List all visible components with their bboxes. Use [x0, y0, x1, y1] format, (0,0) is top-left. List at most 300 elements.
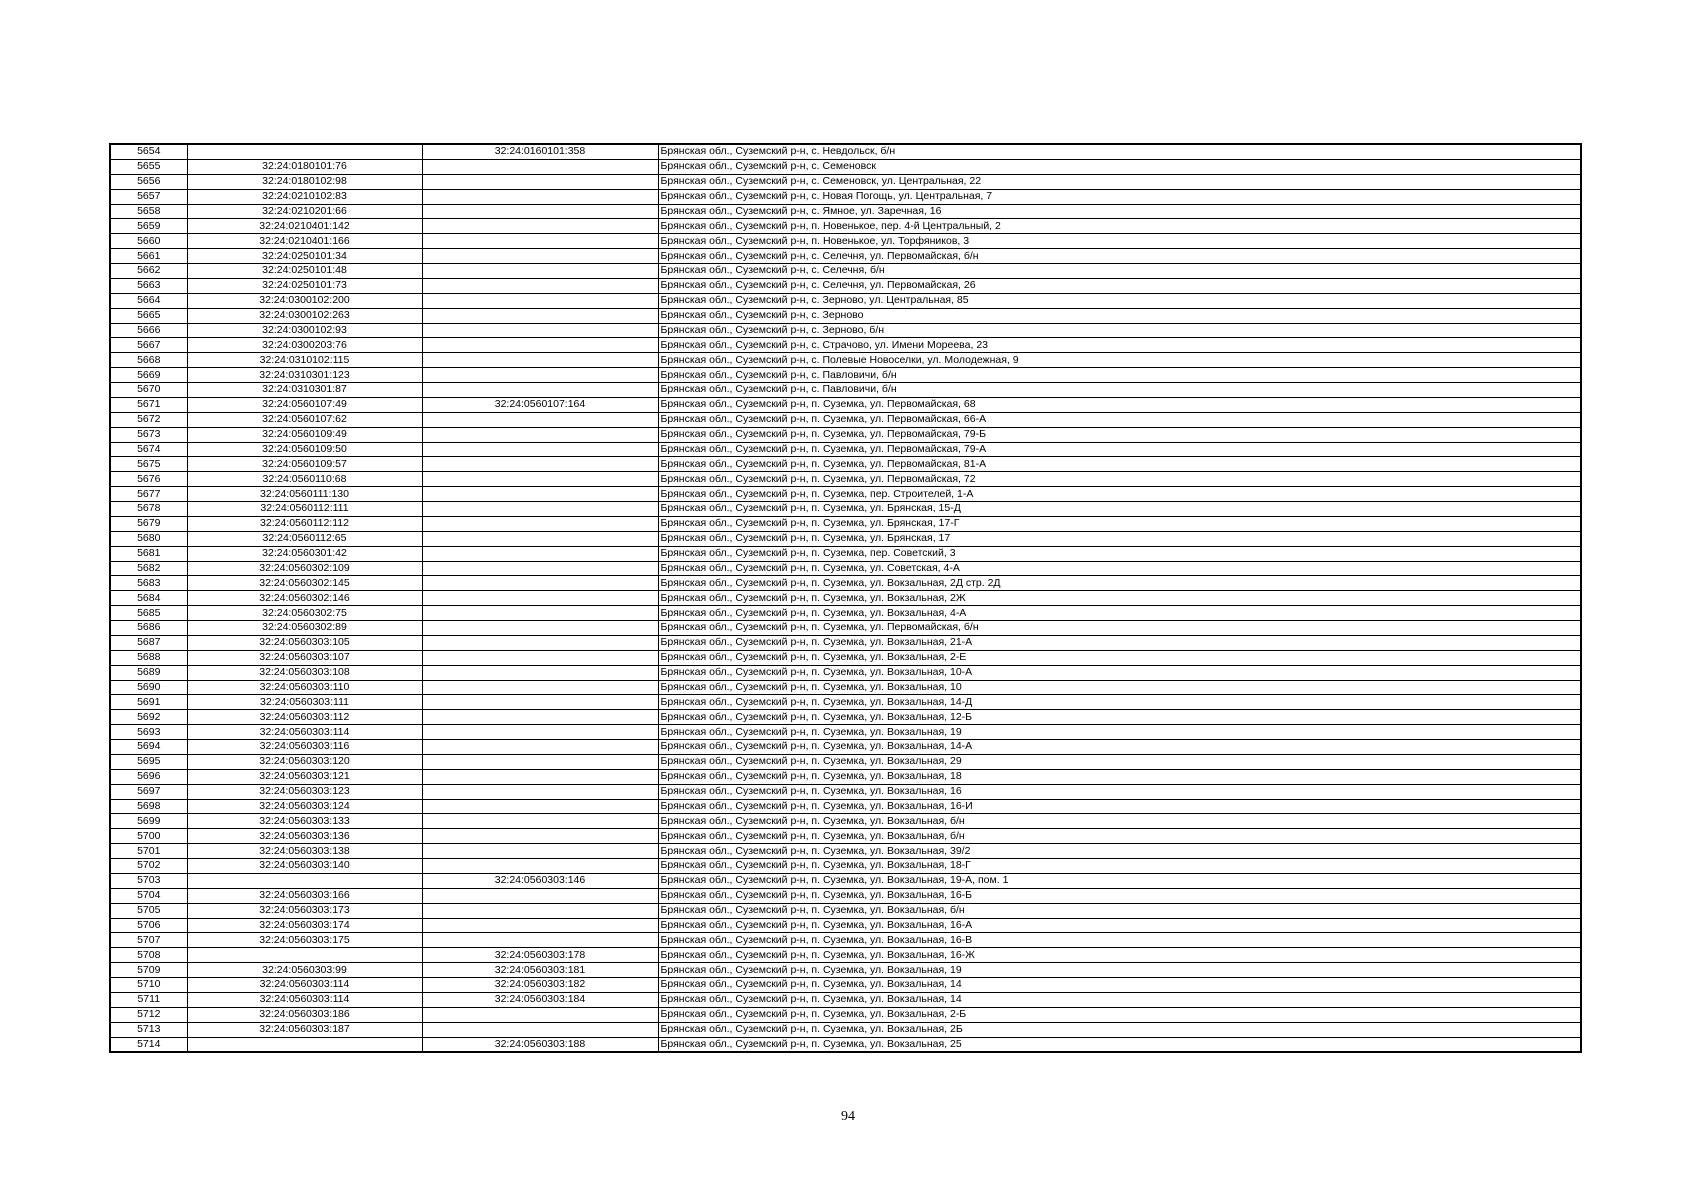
- land-cadastral-number-cell: 32:24:0560303:114: [187, 725, 422, 740]
- building-cadastral-number-cell: [422, 219, 658, 234]
- land-cadastral-number-cell: 32:24:0560303:120: [187, 754, 422, 769]
- page-number: 94: [841, 1109, 855, 1124]
- row-number-cell: 5695: [110, 754, 187, 769]
- building-cadastral-number-cell: [422, 576, 658, 591]
- row-number-cell: 5704: [110, 888, 187, 903]
- land-cadastral-number-cell: 32:24:0210401:142: [187, 219, 422, 234]
- address-cell: Брянская обл., Суземский р-н, п. Новенькое, ул. Торфяников, 3: [658, 234, 1581, 249]
- land-cadastral-number-cell: 32:24:0560111:130: [187, 487, 422, 502]
- building-cadastral-number-cell: 32:24:0560303:146: [422, 873, 658, 888]
- address-cell: Брянская обл., Суземский р-н, п. Суземка, ул. Вокзальная, 16: [658, 784, 1581, 799]
- row-number-cell: 5678: [110, 502, 187, 517]
- land-cadastral-number-cell: 32:24:0560107:62: [187, 412, 422, 427]
- row-number-cell: 5683: [110, 576, 187, 591]
- land-cadastral-number-cell: 32:24:0560109:57: [187, 457, 422, 472]
- building-cadastral-number-cell: [422, 680, 658, 695]
- table-row: [110, 844, 1581, 859]
- table-row: [110, 963, 1581, 978]
- building-cadastral-number-cell: [422, 635, 658, 650]
- land-cadastral-number-cell: 32:24:0300203:76: [187, 338, 422, 353]
- building-cadastral-number-cell: [422, 204, 658, 219]
- table-row: [110, 621, 1581, 636]
- land-cadastral-number-cell: 32:24:0180101:76: [187, 159, 422, 174]
- address-cell: Брянская обл., Суземский р-н, п. Суземка, ул. Первомайская, 79-А: [658, 442, 1581, 457]
- land-cadastral-number-cell: 32:24:0560303:175: [187, 933, 422, 948]
- table-row: [110, 397, 1581, 412]
- building-cadastral-number-cell: [422, 933, 658, 948]
- table-row: [110, 338, 1581, 353]
- address-cell: Брянская обл., Суземский р-н, с. Семеновск, ул. Центральная, 22: [658, 174, 1581, 189]
- building-cadastral-number-cell: [422, 457, 658, 472]
- building-cadastral-number-cell: [422, 769, 658, 784]
- table-row: [110, 234, 1581, 249]
- land-cadastral-number-cell: 32:24:0560110:68: [187, 472, 422, 487]
- table-row: [110, 650, 1581, 665]
- land-cadastral-number-cell: 32:24:0560303:121: [187, 769, 422, 784]
- building-cadastral-number-cell: [422, 278, 658, 293]
- table-row: [110, 695, 1581, 710]
- building-cadastral-number-cell: [422, 650, 658, 665]
- table-row: [110, 948, 1581, 963]
- address-cell: Брянская обл., Суземский р-н, с. Невдольск, б/н: [658, 144, 1581, 159]
- table-row: [110, 472, 1581, 487]
- row-number-cell: 5711: [110, 992, 187, 1007]
- table-row: [110, 814, 1581, 829]
- land-cadastral-number-cell: 32:24:0560302:89: [187, 621, 422, 636]
- address-cell: Брянская обл., Суземский р-н, п. Суземка, ул. Вокзальная, 19: [658, 725, 1581, 740]
- row-number-cell: 5696: [110, 769, 187, 784]
- land-cadastral-number-cell: 32:24:0250101:48: [187, 264, 422, 279]
- table-row: [110, 918, 1581, 933]
- table-row: [110, 531, 1581, 546]
- address-cell: Брянская обл., Суземский р-н, с. Зерново: [658, 308, 1581, 323]
- table-row: [110, 204, 1581, 219]
- building-cadastral-number-cell: [422, 338, 658, 353]
- land-cadastral-number-cell: 32:24:0560303:116: [187, 740, 422, 755]
- table-row: [110, 546, 1581, 561]
- address-cell: Брянская обл., Суземский р-н, п. Суземка, ул. Вокзальная, 14: [658, 992, 1581, 1007]
- address-cell: Брянская обл., Суземский р-н, с. Селечня, ул. Первомайская, 26: [658, 278, 1581, 293]
- address-cell: Брянская обл., Суземский р-н, п. Суземка, ул. Вокзальная, 14-Д: [658, 695, 1581, 710]
- row-number-cell: 5661: [110, 249, 187, 264]
- address-cell: Брянская обл., Суземский р-н, с. Павловичи, б/н: [658, 383, 1581, 398]
- table-row: [110, 412, 1581, 427]
- building-cadastral-number-cell: [422, 591, 658, 606]
- address-cell: Брянская обл., Суземский р-н, с. Селечня, б/н: [658, 264, 1581, 279]
- address-cell: Брянская обл., Суземский р-н, п. Суземка, ул. Первомайская, 81-А: [658, 457, 1581, 472]
- land-cadastral-number-cell: 32:24:0560303:124: [187, 799, 422, 814]
- row-number-cell: 5676: [110, 472, 187, 487]
- row-number-cell: 5662: [110, 264, 187, 279]
- address-cell: Брянская обл., Суземский р-н, п. Суземка, ул. Вокзальная, 19-А, пом. 1: [658, 873, 1581, 888]
- row-number-cell: 5667: [110, 338, 187, 353]
- table-row: [110, 873, 1581, 888]
- row-number-cell: 5693: [110, 725, 187, 740]
- land-cadastral-number-cell: 32:24:0560303:138: [187, 844, 422, 859]
- land-cadastral-number-cell: 32:24:0560303:114: [187, 978, 422, 993]
- table-row: [110, 323, 1581, 338]
- building-cadastral-number-cell: [422, 799, 658, 814]
- row-number-cell: 5679: [110, 516, 187, 531]
- row-number-cell: 5672: [110, 412, 187, 427]
- land-cadastral-number-cell: [187, 948, 422, 963]
- address-cell: Брянская обл., Суземский р-н, п. Суземка, ул. Вокзальная, 21-А: [658, 635, 1581, 650]
- address-cell: Брянская обл., Суземский р-н, п. Суземка, ул. Вокзальная, 14: [658, 978, 1581, 993]
- building-cadastral-number-cell: 32:24:0560303:181: [422, 963, 658, 978]
- row-number-cell: 5689: [110, 665, 187, 680]
- land-cadastral-number-cell: 32:24:0560112:112: [187, 516, 422, 531]
- table-row: [110, 888, 1581, 903]
- building-cadastral-number-cell: 32:24:0560107:164: [422, 397, 658, 412]
- row-number-cell: 5699: [110, 814, 187, 829]
- land-cadastral-number-cell: [187, 1037, 422, 1052]
- building-cadastral-number-cell: [422, 502, 658, 517]
- table-row: [110, 859, 1581, 874]
- land-cadastral-number-cell: 32:24:0560303:111: [187, 695, 422, 710]
- row-number-cell: 5709: [110, 963, 187, 978]
- table-row: [110, 903, 1581, 918]
- land-cadastral-number-cell: 32:24:0560303:140: [187, 859, 422, 874]
- address-cell: Брянская обл., Суземский р-н, п. Суземка, ул. Брянская, 17-Г: [658, 516, 1581, 531]
- address-cell: Брянская обл., Суземский р-н, п. Суземка, ул. Вокзальная, 14-А: [658, 740, 1581, 755]
- land-cadastral-number-cell: 32:24:0560303:173: [187, 903, 422, 918]
- table-row: [110, 933, 1581, 948]
- land-cadastral-number-cell: 32:24:0560303:108: [187, 665, 422, 680]
- building-cadastral-number-cell: [422, 859, 658, 874]
- address-cell: Брянская обл., Суземский р-н, п. Суземка, ул. Первомайская, б/н: [658, 621, 1581, 636]
- land-cadastral-number-cell: 32:24:0560302:75: [187, 606, 422, 621]
- address-cell: Брянская обл., Суземский р-н, с. Страчово, ул. Имени Мореева, 23: [658, 338, 1581, 353]
- row-number-cell: 5673: [110, 427, 187, 442]
- address-cell: Брянская обл., Суземский р-н, п. Суземка, ул. Вокзальная, б/н: [658, 903, 1581, 918]
- address-cell: Брянская обл., Суземский р-н, п. Суземка, пер. Строителей, 1-А: [658, 487, 1581, 502]
- row-number-cell: 5675: [110, 457, 187, 472]
- table-row: [110, 502, 1581, 517]
- address-cell: Брянская обл., Суземский р-н, п. Суземка, ул. Вокзальная, 16-Б: [658, 888, 1581, 903]
- table-row: [110, 784, 1581, 799]
- row-number-cell: 5681: [110, 546, 187, 561]
- table-row: [110, 1007, 1581, 1022]
- building-cadastral-number-cell: [422, 234, 658, 249]
- building-cadastral-number-cell: [422, 740, 658, 755]
- address-cell: Брянская обл., Суземский р-н, п. Суземка, ул. Вокзальная, 25: [658, 1037, 1581, 1052]
- address-cell: Брянская обл., Суземский р-н, с. Зерново, ул. Центральная, 85: [658, 293, 1581, 308]
- address-cell: Брянская обл., Суземский р-н, п. Суземка, ул. Вокзальная, 2-Е: [658, 650, 1581, 665]
- table-row: [110, 159, 1581, 174]
- address-cell: Брянская обл., Суземский р-н, п. Суземка, ул. Вокзальная, 4-А: [658, 606, 1581, 621]
- property-table: [109, 143, 1582, 1053]
- land-cadastral-number-cell: 32:24:0560303:110: [187, 680, 422, 695]
- row-number-cell: 5691: [110, 695, 187, 710]
- table-row: [110, 383, 1581, 398]
- address-cell: Брянская обл., Суземский р-н, п. Суземка, ул. Советская, 4-А: [658, 561, 1581, 576]
- address-cell: Брянская обл., Суземский р-н, п. Суземка, ул. Первомайская, 72: [658, 472, 1581, 487]
- address-cell: Брянская обл., Суземский р-н, п. Суземка, пер. Советский, 3: [658, 546, 1581, 561]
- address-cell: Брянская обл., Суземский р-н, п. Суземка, ул. Вокзальная, 16-А: [658, 918, 1581, 933]
- address-cell: Брянская обл., Суземский р-н, п. Суземка, ул. Вокзальная, 10: [658, 680, 1581, 695]
- land-cadastral-number-cell: 32:24:0210201:66: [187, 204, 422, 219]
- row-number-cell: 5666: [110, 323, 187, 338]
- address-cell: Брянская обл., Суземский р-н, п. Суземка, ул. Вокзальная, 10-А: [658, 665, 1581, 680]
- table-row: [110, 725, 1581, 740]
- row-number-cell: 5680: [110, 531, 187, 546]
- address-cell: Брянская обл., Суземский р-н, п. Суземка, ул. Вокзальная, 2Ж: [658, 591, 1581, 606]
- address-cell: Брянская обл., Суземский р-н, п. Суземка, ул. Вокзальная, б/н: [658, 814, 1581, 829]
- address-cell: Брянская обл., Суземский р-н, п. Суземка, ул. Вокзальная, 16-В: [658, 933, 1581, 948]
- building-cadastral-number-cell: [422, 442, 658, 457]
- building-cadastral-number-cell: [422, 918, 658, 933]
- land-cadastral-number-cell: 32:24:0300102:263: [187, 308, 422, 323]
- building-cadastral-number-cell: [422, 353, 658, 368]
- row-number-cell: 5710: [110, 978, 187, 993]
- land-cadastral-number-cell: [187, 144, 422, 159]
- building-cadastral-number-cell: [422, 368, 658, 383]
- building-cadastral-number-cell: [422, 695, 658, 710]
- table-row: [110, 457, 1581, 472]
- address-cell: Брянская обл., Суземский р-н, п. Суземка, ул. Вокзальная, 29: [658, 754, 1581, 769]
- table-row: [110, 769, 1581, 784]
- table-row: [110, 1022, 1581, 1037]
- table-row: [110, 576, 1581, 591]
- building-cadastral-number-cell: [422, 293, 658, 308]
- building-cadastral-number-cell: [422, 308, 658, 323]
- table-row: [110, 829, 1581, 844]
- row-number-cell: 5656: [110, 174, 187, 189]
- row-number-cell: 5686: [110, 621, 187, 636]
- row-number-cell: 5659: [110, 219, 187, 234]
- building-cadastral-number-cell: [422, 383, 658, 398]
- table-row: [110, 561, 1581, 576]
- table-row: [110, 308, 1581, 323]
- table-row: [110, 978, 1581, 993]
- table-row: [110, 353, 1581, 368]
- address-cell: Брянская обл., Суземский р-н, с. Новая Погощь, ул. Центральная, 7: [658, 189, 1581, 204]
- land-cadastral-number-cell: 32:24:0560303:123: [187, 784, 422, 799]
- building-cadastral-number-cell: [422, 159, 658, 174]
- table-body: [110, 144, 1581, 1052]
- building-cadastral-number-cell: 32:24:0160101:358: [422, 144, 658, 159]
- row-number-cell: 5713: [110, 1022, 187, 1037]
- table-row: [110, 680, 1581, 695]
- land-cadastral-number-cell: 32:24:0560303:112: [187, 710, 422, 725]
- land-cadastral-number-cell: 32:24:0560303:174: [187, 918, 422, 933]
- row-number-cell: 5677: [110, 487, 187, 502]
- address-cell: Брянская обл., Суземский р-н, п. Суземка, ул. Первомайская, 66-А: [658, 412, 1581, 427]
- land-cadastral-number-cell: 32:24:0560303:107: [187, 650, 422, 665]
- row-number-cell: 5701: [110, 844, 187, 859]
- land-cadastral-number-cell: 32:24:0310301:123: [187, 368, 422, 383]
- building-cadastral-number-cell: [422, 189, 658, 204]
- row-number-cell: 5687: [110, 635, 187, 650]
- row-number-cell: 5664: [110, 293, 187, 308]
- address-cell: Брянская обл., Суземский р-н, п. Суземка, ул. Вокзальная, 18-Г: [658, 859, 1581, 874]
- land-cadastral-number-cell: 32:24:0560303:187: [187, 1022, 422, 1037]
- address-cell: Брянская обл., Суземский р-н, с. Зерново, б/н: [658, 323, 1581, 338]
- land-cadastral-number-cell: 32:24:0310102:115: [187, 353, 422, 368]
- building-cadastral-number-cell: [422, 844, 658, 859]
- row-number-cell: 5685: [110, 606, 187, 621]
- building-cadastral-number-cell: [422, 665, 658, 680]
- land-cadastral-number-cell: 32:24:0560302:146: [187, 591, 422, 606]
- land-cadastral-number-cell: 32:24:0560112:65: [187, 531, 422, 546]
- building-cadastral-number-cell: 32:24:0560303:178: [422, 948, 658, 963]
- row-number-cell: 5714: [110, 1037, 187, 1052]
- land-cadastral-number-cell: 32:24:0300102:200: [187, 293, 422, 308]
- building-cadastral-number-cell: [422, 249, 658, 264]
- building-cadastral-number-cell: [422, 888, 658, 903]
- land-cadastral-number-cell: 32:24:0560301:42: [187, 546, 422, 561]
- land-cadastral-number-cell: 32:24:0560302:145: [187, 576, 422, 591]
- land-cadastral-number-cell: 32:24:0560303:133: [187, 814, 422, 829]
- table-row: [110, 219, 1581, 234]
- table-row: [110, 740, 1581, 755]
- table-row: [110, 606, 1581, 621]
- building-cadastral-number-cell: [422, 531, 658, 546]
- address-cell: Брянская обл., Суземский р-н, п. Новенькое, пер. 4-й Центральный, 2: [658, 219, 1581, 234]
- address-cell: Брянская обл., Суземский р-н, п. Суземка, ул. Вокзальная, 39/2: [658, 844, 1581, 859]
- building-cadastral-number-cell: [422, 546, 658, 561]
- table-row: [110, 189, 1581, 204]
- land-cadastral-number-cell: 32:24:0560109:50: [187, 442, 422, 457]
- table-row: [110, 635, 1581, 650]
- table-row: [110, 516, 1581, 531]
- building-cadastral-number-cell: [422, 754, 658, 769]
- table-row: [110, 992, 1581, 1007]
- row-number-cell: 5692: [110, 710, 187, 725]
- table-row: [110, 442, 1581, 457]
- land-cadastral-number-cell: 32:24:0250101:34: [187, 249, 422, 264]
- row-number-cell: 5657: [110, 189, 187, 204]
- land-cadastral-number-cell: 32:24:0560107:49: [187, 397, 422, 412]
- table-row: [110, 278, 1581, 293]
- building-cadastral-number-cell: 32:24:0560303:184: [422, 992, 658, 1007]
- table-row: [110, 1037, 1581, 1052]
- building-cadastral-number-cell: [422, 487, 658, 502]
- building-cadastral-number-cell: [422, 323, 658, 338]
- address-cell: Брянская обл., Суземский р-н, п. Суземка, ул. Первомайская, 79-Б: [658, 427, 1581, 442]
- table-row: [110, 368, 1581, 383]
- address-cell: Брянская обл., Суземский р-н, п. Суземка, ул. Вокзальная, 12-Б: [658, 710, 1581, 725]
- row-number-cell: 5660: [110, 234, 187, 249]
- address-cell: Брянская обл., Суземский р-н, п. Суземка, ул. Брянская, 17: [658, 531, 1581, 546]
- row-number-cell: 5665: [110, 308, 187, 323]
- address-cell: Брянская обл., Суземский р-н, с. Ямное, ул. Заречная, 16: [658, 204, 1581, 219]
- row-number-cell: 5708: [110, 948, 187, 963]
- land-cadastral-number-cell: 32:24:0250101:73: [187, 278, 422, 293]
- building-cadastral-number-cell: 32:24:0560303:188: [422, 1037, 658, 1052]
- address-cell: Брянская обл., Суземский р-н, п. Суземка, ул. Вокзальная, 2Б: [658, 1022, 1581, 1037]
- building-cadastral-number-cell: [422, 621, 658, 636]
- land-cadastral-number-cell: [187, 873, 422, 888]
- row-number-cell: 5694: [110, 740, 187, 755]
- row-number-cell: 5655: [110, 159, 187, 174]
- building-cadastral-number-cell: [422, 264, 658, 279]
- table-row: [110, 293, 1581, 308]
- row-number-cell: 5674: [110, 442, 187, 457]
- row-number-cell: 5703: [110, 873, 187, 888]
- land-cadastral-number-cell: 32:24:0560302:109: [187, 561, 422, 576]
- table-row: [110, 487, 1581, 502]
- row-number-cell: 5668: [110, 353, 187, 368]
- building-cadastral-number-cell: [422, 472, 658, 487]
- row-number-cell: 5658: [110, 204, 187, 219]
- row-number-cell: 5671: [110, 397, 187, 412]
- address-cell: Брянская обл., Суземский р-н, п. Суземка, ул. Вокзальная, 2Д стр. 2Д: [658, 576, 1581, 591]
- land-cadastral-number-cell: 32:24:0180102:98: [187, 174, 422, 189]
- row-number-cell: 5707: [110, 933, 187, 948]
- table-row: [110, 665, 1581, 680]
- land-cadastral-number-cell: 32:24:0210102:83: [187, 189, 422, 204]
- building-cadastral-number-cell: [422, 606, 658, 621]
- building-cadastral-number-cell: [422, 784, 658, 799]
- row-number-cell: 5698: [110, 799, 187, 814]
- building-cadastral-number-cell: [422, 725, 658, 740]
- land-cadastral-number-cell: 32:24:0300102:93: [187, 323, 422, 338]
- table-row: [110, 144, 1581, 159]
- table-row: [110, 174, 1581, 189]
- table-row: [110, 264, 1581, 279]
- land-cadastral-number-cell: 32:24:0560303:105: [187, 635, 422, 650]
- building-cadastral-number-cell: [422, 561, 658, 576]
- land-cadastral-number-cell: 32:24:0560303:114: [187, 992, 422, 1007]
- row-number-cell: 5700: [110, 829, 187, 844]
- row-number-cell: 5682: [110, 561, 187, 576]
- address-cell: Брянская обл., Суземский р-н, п. Суземка, ул. Вокзальная, 19: [658, 963, 1581, 978]
- address-cell: Брянская обл., Суземский р-н, п. Суземка, ул. Брянская, 15-Д: [658, 502, 1581, 517]
- row-number-cell: 5654: [110, 144, 187, 159]
- row-number-cell: 5690: [110, 680, 187, 695]
- table-row: [110, 249, 1581, 264]
- land-cadastral-number-cell: 32:24:0560112:111: [187, 502, 422, 517]
- building-cadastral-number-cell: [422, 412, 658, 427]
- row-number-cell: 5670: [110, 383, 187, 398]
- address-cell: Брянская обл., Суземский р-н, с. Селечня, ул. Первомайская, б/н: [658, 249, 1581, 264]
- building-cadastral-number-cell: [422, 1022, 658, 1037]
- table-row: [110, 427, 1581, 442]
- address-cell: Брянская обл., Суземский р-н, п. Суземка, ул. Вокзальная, б/н: [658, 829, 1581, 844]
- table-row: [110, 591, 1581, 606]
- table-row: [110, 754, 1581, 769]
- land-cadastral-number-cell: 32:24:0560109:49: [187, 427, 422, 442]
- row-number-cell: 5702: [110, 859, 187, 874]
- building-cadastral-number-cell: [422, 829, 658, 844]
- building-cadastral-number-cell: [422, 710, 658, 725]
- row-number-cell: 5697: [110, 784, 187, 799]
- row-number-cell: 5669: [110, 368, 187, 383]
- building-cadastral-number-cell: [422, 174, 658, 189]
- land-cadastral-number-cell: 32:24:0210401:166: [187, 234, 422, 249]
- row-number-cell: 5712: [110, 1007, 187, 1022]
- building-cadastral-number-cell: 32:24:0560303:182: [422, 978, 658, 993]
- address-cell: Брянская обл., Суземский р-н, п. Суземка, ул. Вокзальная, 16-И: [658, 799, 1581, 814]
- building-cadastral-number-cell: [422, 1007, 658, 1022]
- land-cadastral-number-cell: 32:24:0310301:87: [187, 383, 422, 398]
- building-cadastral-number-cell: [422, 427, 658, 442]
- row-number-cell: 5688: [110, 650, 187, 665]
- land-cadastral-number-cell: 32:24:0560303:136: [187, 829, 422, 844]
- building-cadastral-number-cell: [422, 814, 658, 829]
- land-cadastral-number-cell: 32:24:0560303:99: [187, 963, 422, 978]
- address-cell: Брянская обл., Суземский р-н, с. Полевые Новоселки, ул. Молодежная, 9: [658, 353, 1581, 368]
- address-cell: Брянская обл., Суземский р-н, с. Семеновск: [658, 159, 1581, 174]
- address-cell: Брянская обл., Суземский р-н, п. Суземка, ул. Вокзальная, 2-Б: [658, 1007, 1581, 1022]
- table-row: [110, 710, 1581, 725]
- address-cell: Брянская обл., Суземский р-н, с. Павловичи, б/н: [658, 368, 1581, 383]
- land-cadastral-number-cell: 32:24:0560303:166: [187, 888, 422, 903]
- building-cadastral-number-cell: [422, 516, 658, 531]
- row-number-cell: 5684: [110, 591, 187, 606]
- building-cadastral-number-cell: [422, 903, 658, 918]
